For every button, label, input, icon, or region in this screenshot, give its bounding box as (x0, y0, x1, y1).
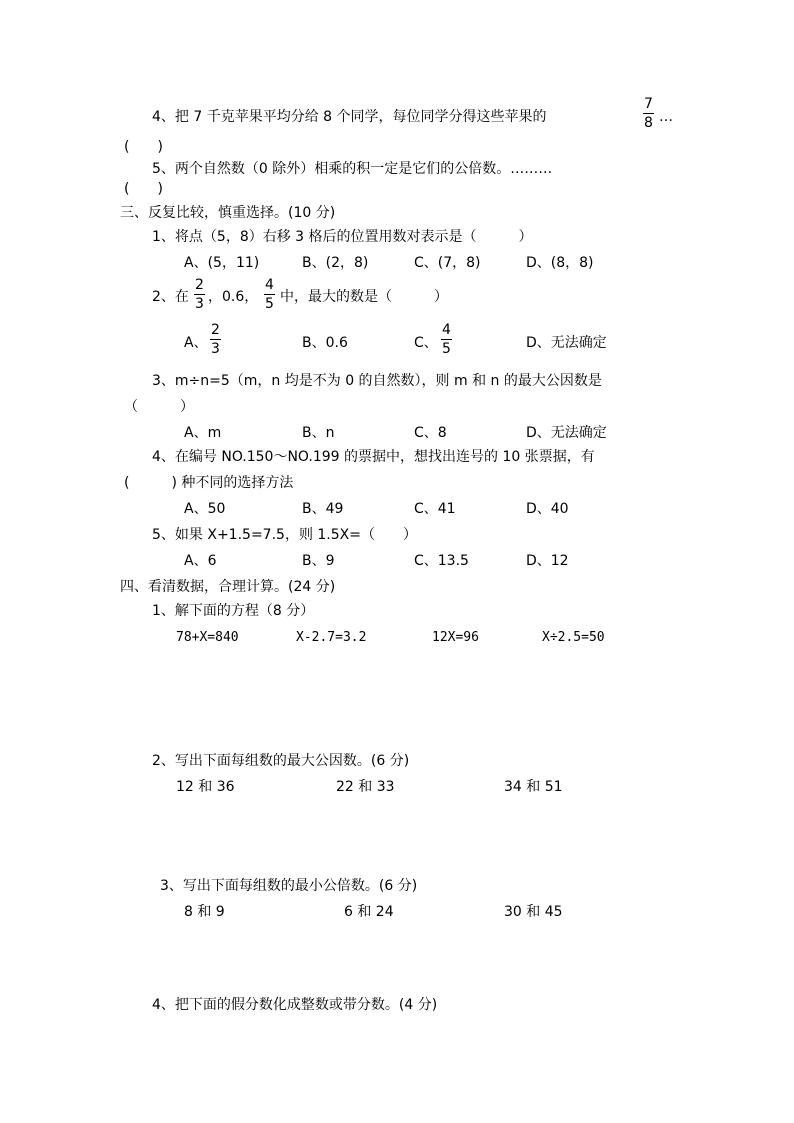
fraction-numerator: 2 (195, 277, 204, 293)
choice-q2-option-c-fraction (441, 322, 452, 357)
choice-q2-prefix: 2、在 (152, 289, 189, 305)
fraction-bar (194, 294, 205, 295)
fraction-denominator: 8 (644, 115, 653, 131)
lcm-pair-2: 6 和 24 (344, 904, 394, 920)
lcm-pair-1: 8 和 9 (184, 904, 225, 920)
choice-q2-fraction-2 (264, 277, 275, 312)
judge-q4-answer-paren[interactable]: ( ) (124, 139, 163, 155)
choice-q5-text: 5、如果 X+1.5=7.5，则 1.5X=（ ） (152, 527, 417, 543)
fraction-denominator: 5 (442, 341, 451, 357)
judge-q4-ellipsis: … (659, 109, 673, 125)
choice-q5-option-a[interactable]: A、6 (184, 553, 217, 569)
choice-q3-option-c[interactable]: C、8 (414, 425, 447, 441)
choice-q4-line2: ( ) 种不同的选择方法 (124, 475, 294, 491)
choice-q1-text: 1、将点（5，8）右移 3 格后的位置用数对表示是（ ） (152, 229, 533, 245)
choice-q2-middle: ，0.6， (208, 289, 259, 305)
section-4-heading: 四、看清数据，合理计算。(24 分) (120, 579, 336, 595)
choice-q1-option-b[interactable]: B、(2，8) (302, 255, 369, 271)
judge-q4-text: 4、把 7 千克苹果平均分给 8 个同学，每位同学分得这些苹果的 (152, 109, 547, 125)
choice-q5-option-c[interactable]: C、13.5 (414, 553, 469, 569)
choice-q4-option-b[interactable]: B、49 (302, 501, 344, 517)
lcm-pair-3: 30 和 45 (504, 904, 563, 920)
gcd-pair-3: 34 和 51 (504, 779, 563, 795)
choice-q1-option-c[interactable]: C、(7，8) (414, 255, 481, 271)
choice-q2-option-b[interactable]: B、0.6 (302, 335, 348, 351)
choice-q2-suffix: 中，最大的数是（ ） (280, 289, 448, 305)
gcd-pair-2: 22 和 33 (336, 779, 395, 795)
calc-q1-title: 1、解下面的方程（8 分） (152, 603, 315, 619)
fraction-bar (441, 339, 452, 340)
fraction-denominator: 3 (211, 341, 220, 357)
choice-q4-text: 4、在编号 NO.150～NO.199 的票据中，想找出连号的 10 张票据，有 (152, 449, 595, 465)
choice-q2-option-c-label[interactable]: C、 (414, 335, 438, 351)
fraction-numerator: 7 (644, 96, 653, 112)
choice-q1-option-a[interactable]: A、(5，11) (184, 255, 260, 271)
choice-q2-option-a-label[interactable]: A、 (184, 335, 208, 351)
judge-q5-answer-paren[interactable]: ( ) (124, 181, 163, 197)
choice-q4-option-d[interactable]: D、40 (526, 501, 569, 517)
equation-2: X-2.7=3.2 (296, 630, 367, 645)
gcd-pair-1: 12 和 36 (176, 779, 235, 795)
choice-q5-option-b[interactable]: B、9 (302, 553, 335, 569)
choice-q3-answer-paren[interactable]: （ ） (124, 399, 194, 415)
choice-q2-fraction-1 (194, 277, 205, 312)
calc-q4-title: 4、把下面的假分数化成整数或带分数。(4 分) (152, 997, 438, 1013)
choice-q3-option-b[interactable]: B、n (302, 425, 335, 441)
fraction-numerator: 4 (442, 322, 451, 338)
equation-4: X÷2.5=50 (542, 630, 605, 645)
choice-q1-option-d[interactable]: D、(8，8) (526, 255, 594, 271)
choice-q5-option-d[interactable]: D、12 (526, 553, 569, 569)
fraction-bar (264, 294, 275, 295)
choice-q4-option-a[interactable]: A、50 (184, 501, 226, 517)
equation-3: 12X=96 (432, 630, 479, 645)
equation-1: 78+X=840 (176, 630, 239, 645)
section-3-heading: 三、反复比较，慎重选择。(10 分) (120, 205, 336, 221)
calc-q3-title: 3、写出下面每组数的最小公倍数。(6 分) (160, 878, 418, 894)
fraction-denominator: 5 (265, 296, 274, 312)
judge-q5-text: 5、两个自然数（0 除外）相乘的积一定是它们的公倍数。……… (152, 161, 553, 177)
choice-q4-option-c[interactable]: C、41 (414, 501, 456, 517)
calc-q2-title: 2、写出下面每组数的最大公因数。(6 分) (152, 753, 410, 769)
choice-q3-option-a[interactable]: A、m (184, 425, 222, 441)
fraction-bar (643, 113, 654, 114)
fraction-numerator: 2 (211, 322, 220, 338)
choice-q2-option-a-fraction (210, 322, 221, 357)
choice-q3-option-d[interactable]: D、无法确定 (526, 425, 607, 441)
fraction-denominator: 3 (195, 296, 204, 312)
choice-q3-text: 3、m÷n=5（m，n 均是不为 0 的自然数），则 m 和 n 的最大公因数是 (152, 373, 602, 389)
fraction-numerator: 4 (265, 277, 274, 293)
choice-q2-option-d[interactable]: D、无法确定 (526, 335, 607, 351)
judge-q4-fraction (643, 96, 654, 131)
fraction-bar (210, 339, 221, 340)
